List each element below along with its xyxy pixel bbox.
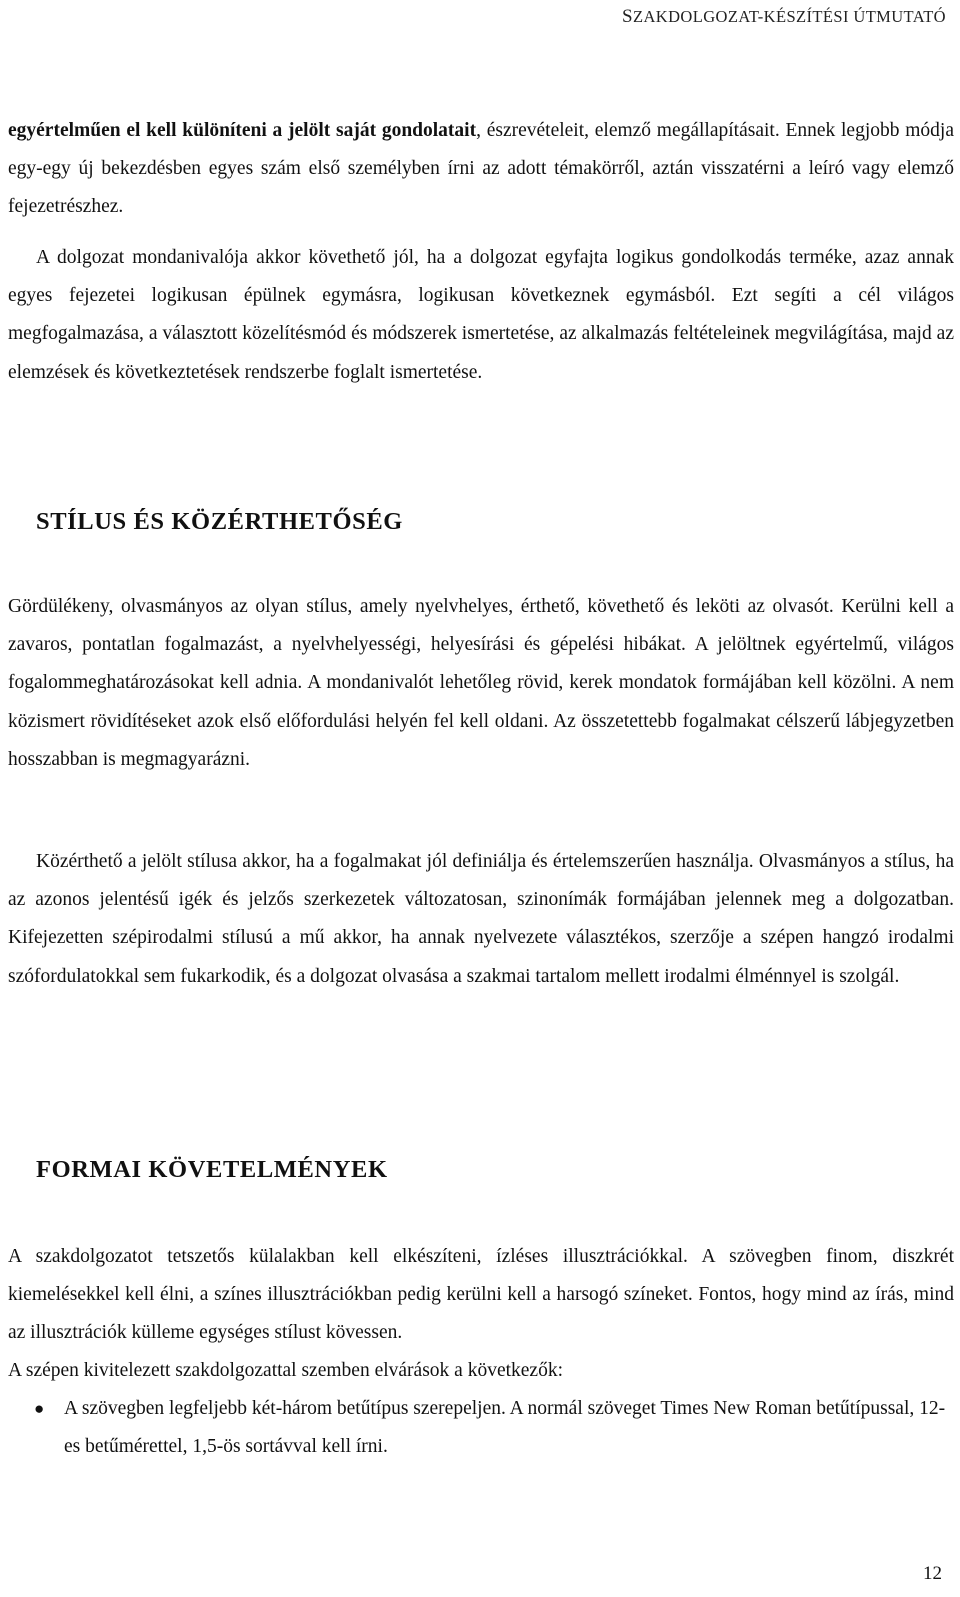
intro-paragraph-1 — [8, 112, 954, 227]
intro-paragraph-1-rest: , észrevételeit, elemző megállapításait. Ennek legjobb módja egy-egy új bekezdésben egyes szám első személyben írni az adott témakörről, aztán visszatérni a leíró vagy elemző fejezetrészhez. — [8, 120, 954, 218]
section-heading-style: STÍLUS ÉS KÖZÉRTHETŐSÉG — [36, 508, 403, 535]
list-item-text: A szövegben legfeljebb két-három betűtípus szerepeljen. A normál szöveget Times New Roman betűtípussal, 12-es betűmérettel, 1,5-ös sortávval kell írni. — [64, 1398, 946, 1458]
running-header — [622, 6, 946, 28]
running-header-initial: S — [622, 6, 633, 27]
intro-paragraph-2: A dolgozat mondanivalója akkor követhető jól, ha a dolgozat egyfajta logikus gondolkodás terméke, azaz annak egyes fejezetei logikusan épülnek egymásra, logikusan következnek egymásból. Ezt segíti a cél világos megfogalmazása, a választott közelítésmód és módszerek ismertetése, az alkalmazás feltételeinek megvilágítása, majd az elemzések és következtetések rendszerbe foglalt ismertetése. — [8, 247, 954, 383]
bullet-icon: ● — [34, 1399, 45, 1418]
running-header-title: ZAKDOLGOZAT-KÉSZÍTÉSI ÚTMUTATÓ — [633, 7, 946, 26]
page-number: 12 — [923, 1563, 942, 1584]
style-paragraph-2: Közérthető a jelölt stílusa akkor, ha a fogalmakat jól definiálja és értelemszerűen használja. Olvasmányos a stílus, ha az azonos jelentésű igék és jelzős szerkezetek változatosan, szinonímák formájában jelennek meg a dolgozatban. Kifejezetten szépirodalmi stílusú a mű akkor, ha annak nyelvezete választékos, szerzője a szépen hangzó irodalmi szófordulatokkal sem fukarkodik, és a dolgozat olvasása a szakmai tartalom mellett irodalmi élménnyel is szolgál. — [8, 851, 954, 987]
style-paragraph-1: Gördülékeny, olvasmányos az olyan stílus, amely nyelvhelyes, érthető, követhető és leköti az olvasót. Kerülni kell a zavaros, pontatlan fogalmazást, a nyelvhelyességi, helyesírási és gépelési hibákat. A jelöltnek egyértelmű, világos fogalommeghatározásokat kell adnia. A mondanivalót lehetőleg rövid, kerek mondatok formájában kell közölni. A nem közismert rövidítéseket azok első előfordulási helyén fel kell oldani. Az összetettebb fogalmakat célszerű lábjegyzetben hosszabban is megmagyarázni. — [8, 596, 954, 770]
format-paragraph-1: A szakdolgozatot tetszetős külalakban kell elkészíteni, ízléses illusztrációkkal. A szövegben finom, diszkrét kiemelésekkel kell élni, a színes illusztrációkban pedig kerülni kell a harsogó színeket. Fontos, hogy mind az írás, mind az illusztrációk külleme egységes stílust kövessen. — [8, 1246, 954, 1344]
emphasized-text: egyértelműen el kell különíteni a jelölt saját gondolatait — [8, 120, 477, 141]
format-paragraph-2: A szépen kivitelezett szakdolgozattal szemben elvárások a következők: — [8, 1360, 563, 1381]
section-heading-format: FORMAI KÖVETELMÉNYEK — [36, 1156, 388, 1183]
